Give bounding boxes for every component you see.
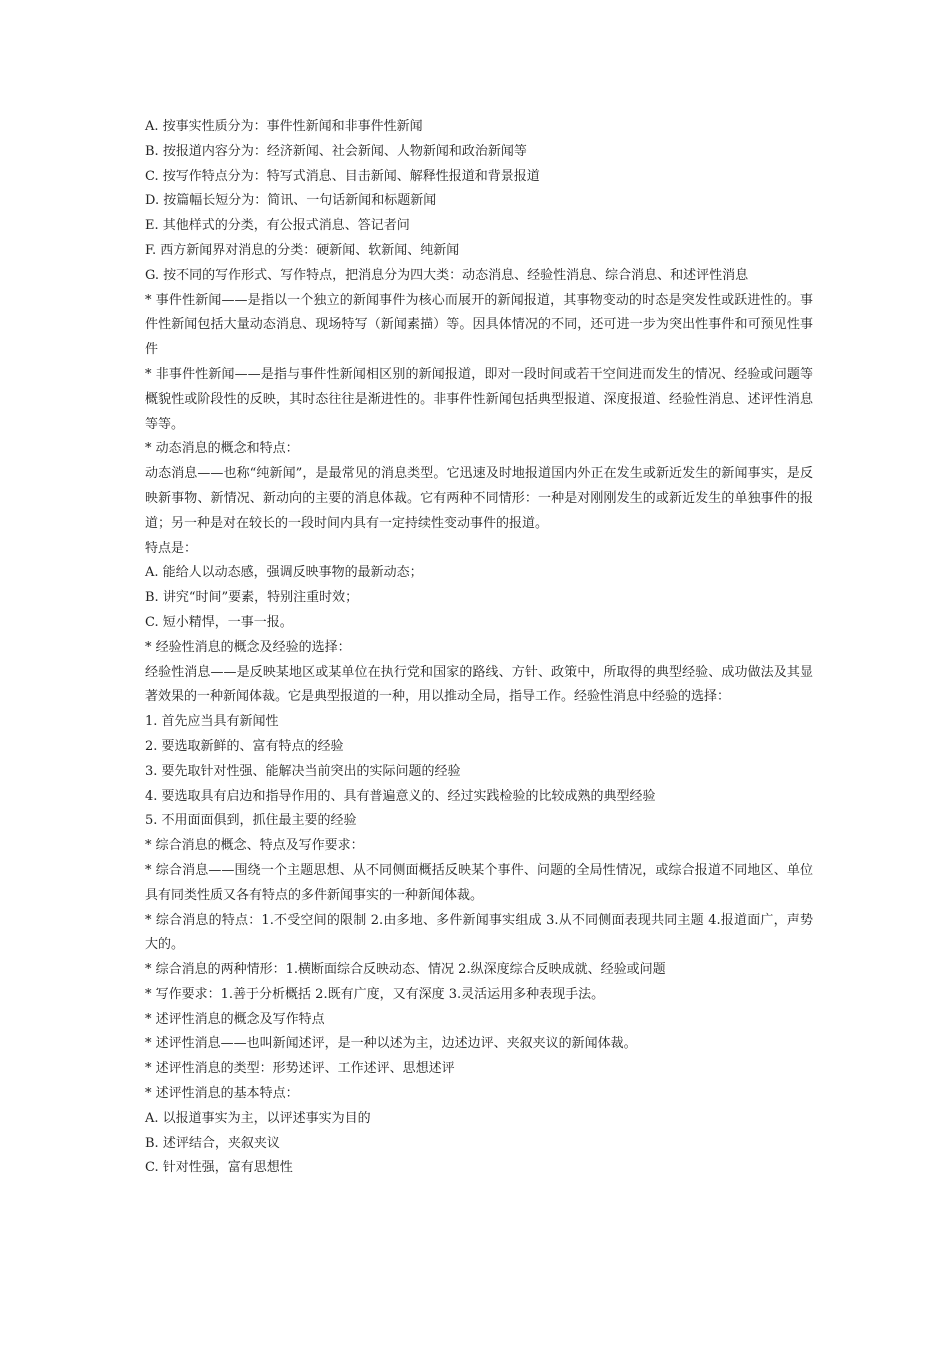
heading-commentary-features: * 述评性消息的基本特点： — [145, 1086, 299, 1102]
text-line-b-classification: B. 按报道内容分为：经济新闻、社会新闻、人物新闻和政治新闻等 — [145, 143, 527, 159]
text-line-e-classification: E. 其他样式的分类，有公报式消息、答记者问 — [145, 218, 410, 234]
feature-item-a: A. 能给人以动态感，强调反映事物的最新动态； — [145, 565, 423, 581]
text-line-a-classification: A. 按事实性质分为：事件性新闻和非事件性新闻 — [145, 119, 423, 134]
paragraph-comprehensive-features: * 综合消息的特点：1.不受空间的限制 2.由多地、多件新闻事实组成 3.从不同侧面表现共同主题 4.报道面广，声势大的。 — [145, 912, 813, 953]
experience-item-5: 5. 不用面面俱到，抓住最主要的经验 — [145, 813, 357, 829]
experience-item-4: 4. 要选取具有启边和指导作用的、具有普遍意义的、经过实践检验的比较成熟的典型经验 — [145, 788, 656, 804]
commentary-feature-c: C. 针对性强，富有思想性 — [145, 1160, 293, 1176]
text-line-d-classification: D. 按篇幅长短分为：简讯、一句话新闻和标题新闻 — [145, 193, 437, 209]
experience-item-2: 2. 要选取新鲜的、富有特点的经验 — [145, 738, 344, 754]
text-line-c-classification: C. 按写作特点分为：特写式消息、目击新闻、解释性报道和背景报道 — [145, 168, 540, 184]
paragraph-commentary-news: * 述评性消息——也叫新闻述评，是一种以述为主，边述边评、夹叙夹议的新闻体裁。 — [145, 1036, 637, 1052]
paragraph-comprehensive-types: * 综合消息的两种情形：1.横断面综合反映动态、情况 2.纵深度综合反映成就、经验或问题 — [145, 962, 666, 978]
text-line-f-classification: F. 西方新闻界对消息的分类：硬新闻、软新闻、纯新闻 — [145, 242, 460, 258]
heading-commentary-news: * 述评性消息的概念及写作特点 — [145, 1011, 325, 1027]
label-features: 特点是： — [145, 540, 198, 556]
paragraph-experience-news: 经验性消息——是反映某地区或某单位在执行党和国家的路线、方针、政策中，所取得的典型经验、成功做法及其显著效果的一种新闻体裁。它是典型报道的一种，用以推动全局，指导工作。经验性消息中经验的选择： — [145, 664, 813, 705]
document-body — [145, 115, 813, 1181]
commentary-feature-b: B. 述评结合，夹叙夹议 — [145, 1135, 280, 1151]
heading-experience-news: * 经验性消息的概念及经验的选择： — [145, 639, 351, 655]
paragraph-commentary-types: * 述评性消息的类型：形势述评、工作述评、思想述评 — [145, 1061, 455, 1077]
paragraph-dynamic-news: 动态消息——也称“纯新闻”，是最常见的消息类型。它迅速及时地报道国内外正在发生或新近发生的新闻事实，是反映新事物、新情况、新动向的主要的消息体裁。它有两种不同情形：一种是对刚刚发生的或新近发生的单独事件的报道；另一种是对在较长的一段时间内具有一定持续性变动事件的报道。 — [145, 466, 813, 531]
paragraph-comprehensive-news: * 综合消息——围绕一个主题思想、从不同侧面概括反映某个事件、问题的全局性情况，或综合报道不同地区、单位具有同类性质又各有特点的多件新闻事实的一种新闻体裁。 — [145, 862, 813, 903]
paragraph-writing-requirements: * 写作要求：1.善于分析概括 2.既有广度，又有深度 3.灵活运用多种表现手法。 — [145, 986, 605, 1002]
experience-item-3: 3. 要先取针对性强、能解决当前突出的实际问题的经验 — [145, 763, 461, 779]
paragraph-event-news: * 事件性新闻——是指以一个独立的新闻事件为核心而展开的新闻报道，其事物变动的时态是突发性或跃进性的。事件性新闻包括大量动态消息、现场特写（新闻素描）等。因具体情况的不同，还可进一步为突出性事件和可预见性事件 — [145, 292, 813, 358]
text-line-g-classification: G. 按不同的写作形式、写作特点，把消息分为四大类：动态消息、经验性消息、综合消息、和述评性消息 — [145, 267, 749, 283]
commentary-feature-a: A. 以报道事实为主，以评述事实为目的 — [145, 1110, 371, 1126]
paragraph-non-event-news: * 非事件性新闻——是指与事件性新闻相区别的新闻报道，即对一段时间或若干空间进而发生的情况、经验或问题等概貌性或阶段性的反映，其时态往往是渐进性的。非事件性新闻包括典型报道、深度报道、经验性消息、述评性消息等等。 — [145, 366, 813, 432]
heading-dynamic-news: * 动态消息的概念和特点： — [145, 441, 299, 457]
heading-comprehensive-news: * 综合消息的概念、特点及写作要求： — [145, 838, 364, 854]
feature-item-c: C. 短小精悍，一事一报。 — [145, 614, 293, 630]
experience-item-1: 1. 首先应当具有新闻性 — [145, 714, 279, 730]
feature-item-b: B. 讲究“时间”要素，特别注重时效； — [145, 590, 359, 606]
